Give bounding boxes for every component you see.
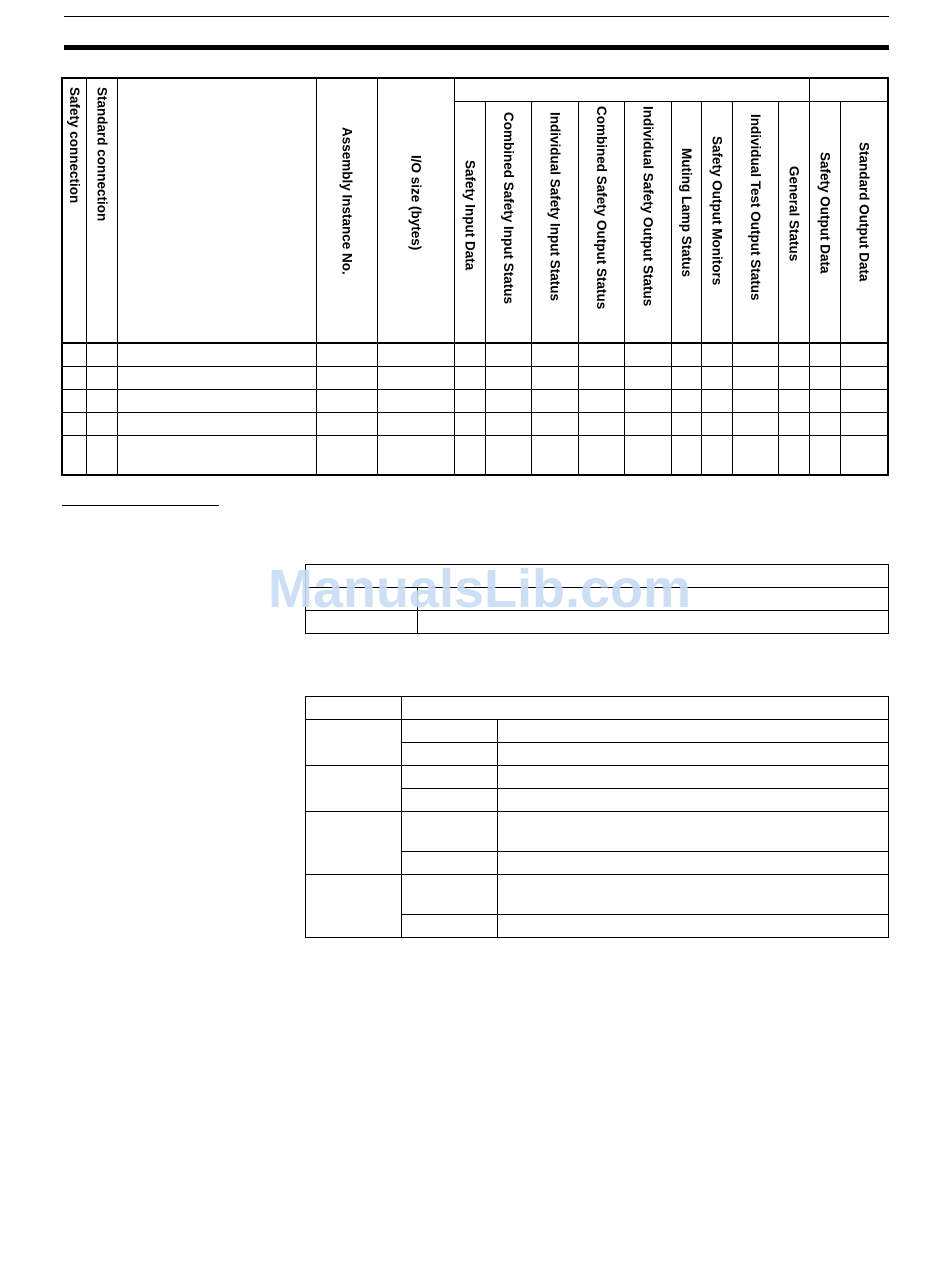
header-rule-thin	[64, 16, 889, 17]
watermark-logo: ManualsLib.com	[268, 559, 692, 619]
table-row	[306, 875, 889, 915]
io-assembly-table	[61, 77, 889, 476]
table-row	[62, 390, 888, 413]
header-safety-output-monitors: Safety Output Monitors	[701, 102, 732, 344]
table-row	[62, 367, 888, 390]
header-io-size: I/O size (bytes)	[377, 78, 454, 343]
header-individual-test-output-status: Individual Test Output Status	[732, 102, 778, 344]
table-row	[306, 812, 889, 852]
small-table-2	[305, 696, 889, 938]
header-rule-thick	[64, 45, 889, 50]
header-muting-lamp-status: Muting Lamp Status	[671, 102, 701, 344]
header-combined-safety-input-status: Combined Safety Input Status	[485, 102, 531, 344]
header-individual-safety-input-status: Individual Safety Input Status	[531, 102, 578, 344]
section-rule	[62, 505, 219, 506]
header-safety-output-data: Safety Output Data	[809, 102, 840, 344]
header-safety-input-data: Safety Input Data	[454, 102, 485, 344]
header-general-status: General Status	[778, 102, 809, 344]
header-safety-connection: Safety connection	[62, 78, 86, 343]
table-row	[306, 697, 889, 720]
table-row	[62, 343, 888, 367]
table-row	[62, 436, 888, 476]
header-individual-safety-output-status: Individual Safety Output Status	[624, 102, 671, 344]
header-assembly-instance-no: Assembly Instance No.	[316, 78, 377, 343]
header-combined-safety-output-status: Combined Safety Output Status	[578, 102, 624, 344]
table-row	[62, 413, 888, 436]
header-blank	[117, 78, 316, 343]
header-standard-output-data: Standard Output Data	[840, 102, 888, 344]
header-group-input	[454, 78, 809, 102]
table-row	[306, 766, 889, 789]
table-row	[306, 720, 889, 743]
header-group-output	[809, 78, 888, 102]
header-standard-connection: Standard connection	[86, 78, 117, 343]
